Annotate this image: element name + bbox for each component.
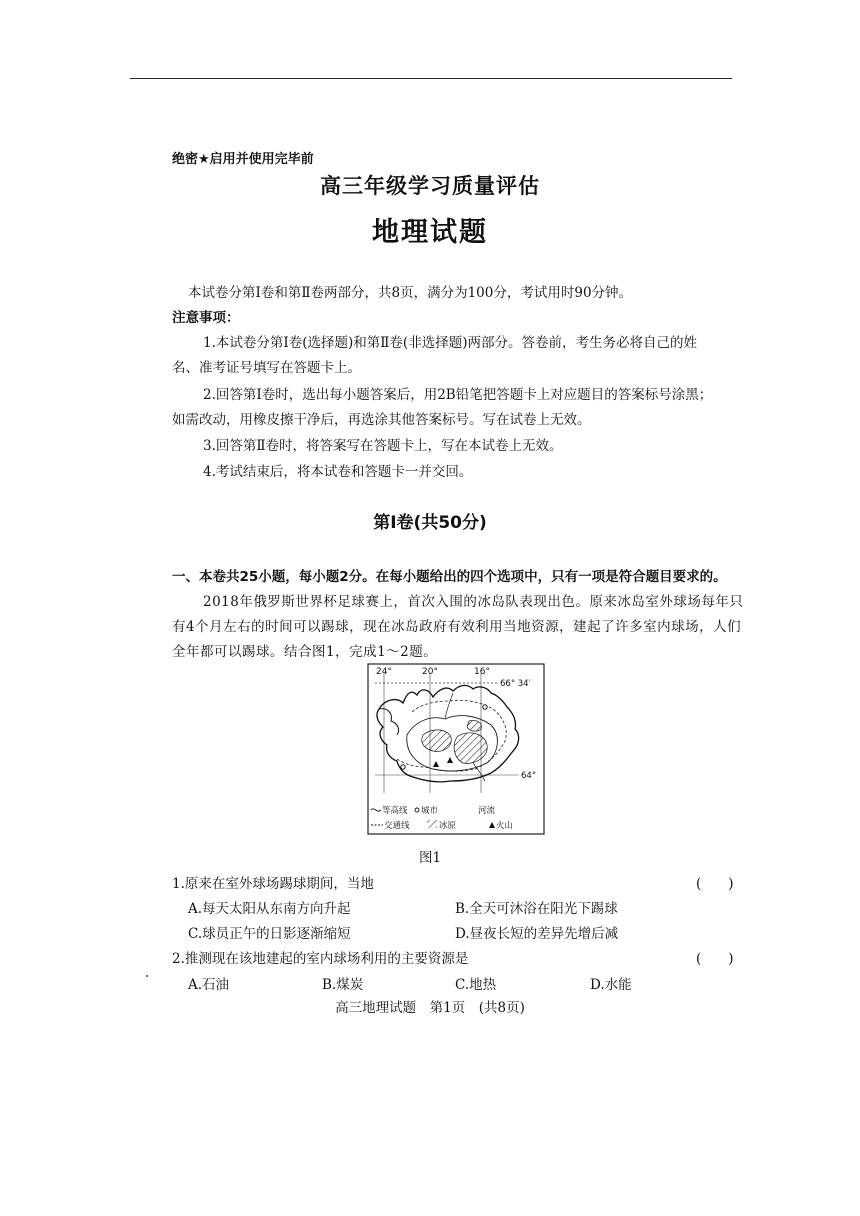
q1-option-b: B.全天可沐浴在阳光下踢球	[455, 901, 618, 917]
stem-line-3: 全年都可以踢球。结合图1，完成1～2题。	[172, 644, 438, 660]
q2-option-a: A.石油	[188, 977, 230, 993]
legend-glacier-symbol	[427, 820, 437, 828]
q1-stem: 1.原来在室外球场踢球期间，当地	[172, 876, 374, 892]
figure-caption: 图1	[418, 850, 442, 866]
q2-option-c: C.地热	[455, 977, 497, 993]
q1-option-d: D.昼夜长短的差异先增后减	[455, 926, 619, 942]
glacier-1	[422, 730, 452, 751]
intro-text: 本试卷分第Ⅰ卷和第Ⅱ卷两部分，共8页，满分为100分，考试用时90分钟。	[188, 285, 633, 301]
lat-label-64: 64°	[521, 771, 537, 781]
notice-item-3: 3.回答第Ⅱ卷时，将答案写在答题卡上，写在本试卷上无效。	[203, 438, 563, 454]
q2-option-b: B.煤炭	[322, 977, 364, 993]
legend-city-symbol	[415, 808, 419, 812]
notice-item-2-line-1: 2.回答第Ⅰ卷时，选出每小题答案后，用2B铅笔把答题卡上对应题目的答案标号涂黑；	[203, 387, 713, 403]
glacier-3	[467, 720, 481, 731]
scan-speck	[146, 975, 148, 977]
notice-heading: 注意事项：	[172, 310, 240, 326]
legend-contour-label: 等高线	[382, 806, 408, 816]
legend-road-label: 交通线	[384, 821, 410, 831]
confidential-label: 绝密★启用并使用完毕前	[172, 152, 314, 167]
notice-item-1-line-1: 1.本试卷分第Ⅰ卷(选择题)和第Ⅱ卷(非选择题)两部分。答卷前，考生务必将自己的姓	[203, 335, 697, 351]
legend-glacier-label: 冰原	[439, 821, 457, 831]
top-rule	[130, 78, 732, 79]
section-title: 第Ⅰ卷(共50分)	[373, 513, 487, 533]
notice-item-1-line-2: 名、准考证号填写在答题卡上。	[172, 360, 361, 376]
subject-title: 地理试题	[372, 217, 488, 248]
legend-city-label: 城市	[421, 806, 439, 816]
city-marker-2	[483, 705, 487, 709]
notice-item-4: 4.考试结束后，将本试卷和答题卡一并交回。	[203, 464, 473, 480]
q1-option-a: A.每天太阳从东南方向升起	[188, 901, 351, 917]
notice-item-2-line-2: 如需改动，用橡皮擦干净后，再选涂其他答案标号。写在试卷上无效。	[172, 412, 591, 428]
lat-label-arctic: 66° 34′	[500, 679, 531, 689]
page-footer: 高三地理试题 第1页 (共8页)	[335, 1000, 525, 1016]
q2-answer-paren: ( )	[696, 951, 734, 967]
legend-river-label: 河流	[478, 806, 496, 816]
lon-label-24: 24°	[376, 667, 392, 677]
q2-option-d: D.水能	[590, 977, 632, 993]
stem-line-2: 有4个月左右的时间可以踢球，现在冰岛政府有效利用当地资源，建起了许多室内球场，人们	[172, 619, 742, 635]
part-heading: 一、本卷共25小题，每小题2分。在每小题给出的四个选项中，只有一项是符合题目要求的。	[172, 569, 727, 585]
legend-volcano-label: 火山	[496, 821, 514, 831]
q1-option-c: C.球员正午的日影逐渐缩短	[188, 926, 351, 942]
lon-label-16: 16°	[474, 667, 490, 677]
q1-answer-paren: ( )	[696, 876, 734, 892]
q2-stem: 2.推测现在该地建起的室内球场利用的主要资源是	[172, 951, 469, 967]
lon-label-20: 20°	[422, 667, 438, 677]
exam-title: 高三年级学习质量评估	[320, 174, 540, 198]
stem-line-1: 2018年俄罗斯世界杯足球赛上，首次入围的冰岛队表现出色。原来冰岛室外球场每年只	[203, 594, 744, 610]
city-marker-1	[401, 765, 405, 769]
iceland-map	[367, 663, 545, 835]
